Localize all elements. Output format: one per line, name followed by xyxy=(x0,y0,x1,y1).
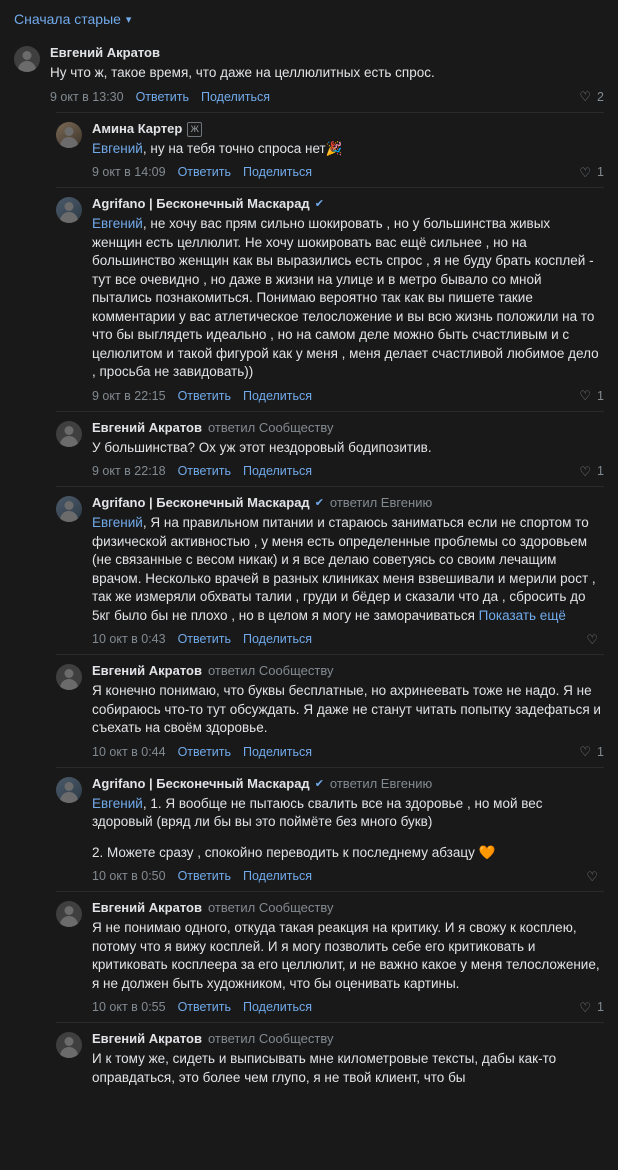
heart-icon[interactable]: ♡ xyxy=(579,89,592,104)
user-mention[interactable]: Евгений xyxy=(92,216,143,231)
comment-item xyxy=(0,411,618,487)
comment-header xyxy=(50,44,604,62)
comment-text: У большинства? Ох уж этот нездоровый бодипозитив. xyxy=(92,439,432,455)
heart-icon[interactable]: ♡ xyxy=(579,164,592,180)
comment-text xyxy=(92,140,604,159)
comment-item xyxy=(0,486,618,654)
comment-time: 9 окт в 14:09 xyxy=(92,165,166,179)
comment-list xyxy=(0,36,618,1099)
comment-meta xyxy=(92,463,604,480)
reply-button[interactable]: Ответить xyxy=(177,869,232,883)
comment-item xyxy=(0,654,618,767)
comment-text: Я конечно понимаю, что буквы бесплатные, но ахринеевать тоже не надо. Я не собираюсь что-то тут обсуждать. Я даже не станут читать попытку задефаться и съехать на своём здоровье. xyxy=(92,683,605,735)
comment-time: 9 окт в 22:15 xyxy=(92,388,166,403)
comment-author[interactable]: Agrifano | Бесконечный Маскарад xyxy=(92,775,310,791)
reply-button[interactable]: Ответить xyxy=(177,388,232,403)
comment-item xyxy=(0,891,618,1022)
reply-target: ответил Сообществу xyxy=(207,900,334,915)
user-mention[interactable]: Евгений xyxy=(92,795,143,811)
comment-meta xyxy=(92,631,604,648)
avatar[interactable] xyxy=(56,197,82,223)
share-button[interactable]: Поделиться xyxy=(201,89,271,104)
comment-item xyxy=(0,187,618,411)
comment-meta xyxy=(92,388,604,405)
divider xyxy=(56,654,604,655)
like-count: 1 xyxy=(597,464,604,478)
user-mention[interactable]: Евгений xyxy=(92,140,143,156)
comment-author[interactable]: Agrifano | Бесконечный Маскарад xyxy=(92,196,310,211)
comment-header xyxy=(92,494,604,512)
avatar[interactable] xyxy=(56,664,82,690)
comment-text: Ну что ж, такое время, что даже на целлюлитных есть спрос. xyxy=(50,65,435,80)
comment-body: , ну на тебя точно спроса нет🎉 xyxy=(142,140,343,156)
comment-text xyxy=(92,795,604,832)
like-count: 1 xyxy=(597,388,604,403)
comment-header xyxy=(92,775,604,793)
share-button[interactable]: Поделиться xyxy=(243,165,313,179)
divider xyxy=(56,1022,604,1023)
divider xyxy=(56,411,604,412)
like-count: 1 xyxy=(597,744,604,759)
comment-item xyxy=(0,1022,618,1093)
heart-icon[interactable]: ♡ xyxy=(579,999,592,1015)
avatar[interactable] xyxy=(56,777,82,803)
comment-time: 10 окт в 0:44 xyxy=(92,744,166,759)
like-control[interactable] xyxy=(586,633,604,647)
verified-icon: ✔ xyxy=(314,777,324,790)
reply-target: ответил Сообществу xyxy=(207,419,334,435)
divider xyxy=(56,112,604,113)
comment-author[interactable]: Евгений Акратов xyxy=(50,45,160,60)
divider xyxy=(56,767,604,768)
comment-time: 10 окт в 0:43 xyxy=(92,632,166,646)
share-button[interactable]: Поделиться xyxy=(243,869,313,883)
share-button[interactable]: Поделиться xyxy=(243,1000,313,1014)
heart-icon[interactable]: ♡ xyxy=(586,868,598,884)
like-control[interactable] xyxy=(579,89,604,106)
comment-item xyxy=(0,767,618,892)
avatar[interactable] xyxy=(56,122,82,148)
comment-header xyxy=(92,899,604,917)
comment-author[interactable]: Евгений Акратов xyxy=(92,419,202,435)
share-button[interactable]: Поделиться xyxy=(243,744,313,759)
heart-icon[interactable]: ♡ xyxy=(579,388,592,403)
comment-meta xyxy=(92,744,604,761)
comment-text: Я не понимаю одного, откуда такая реакция на критику. И я свожу к косплею, потому что я вижу косплей. И я могу позволить себе его критиковать и критиковать косплеера за его целлюлит, и не важно какое у меня телосложение, я не должен быть художником, что бы оценивать картины. xyxy=(92,920,604,991)
verified-icon: ✔ xyxy=(314,198,324,210)
avatar[interactable] xyxy=(56,496,82,522)
comment-author[interactable]: Евгений Акратов xyxy=(92,900,202,915)
reply-button[interactable]: Ответить xyxy=(177,165,232,179)
reply-target: ответил Евгению xyxy=(329,775,433,791)
reply-target: ответил Евгению xyxy=(329,495,433,510)
comment-header xyxy=(92,662,604,680)
reply-button[interactable]: Ответить xyxy=(177,744,232,759)
sort-selector[interactable] xyxy=(0,0,618,36)
comment-text xyxy=(92,215,604,382)
like-control[interactable] xyxy=(586,870,604,884)
chevron-down-icon[interactable]: ▾ xyxy=(125,14,132,26)
comment-header xyxy=(92,1030,604,1048)
avatar[interactable] xyxy=(56,901,82,927)
avatar[interactable] xyxy=(14,46,40,72)
like-control[interactable] xyxy=(579,164,604,181)
share-button[interactable]: Поделиться xyxy=(243,388,313,403)
divider xyxy=(56,891,604,892)
comment-body: , не хочу вас прям сильно шокировать , но у большинства живых женщин есть целлюлит. Не хочу шокировать вас ещё сильнее , но на большинство женщин как вы выразились есть спрос , я не буду брать косплей - тут все очевидно , но даже в жизни на улице и в метро бывало со мной пытались познакомиться. Понимаю вероятно так как вы пишете такие комментарии у вас атлетическое телосложение и вы всю жизнь положили на то что бы выглядеть идеально , но на самом деле можно быть счастливым и с целюлитом и такой фигурой как у меня , меня делает счастливой любимое дело , просьба не завидовать)) xyxy=(92,216,603,379)
comment-time: 9 окт в 13:30 xyxy=(50,89,124,104)
comment-time: 10 окт в 0:50 xyxy=(92,869,166,883)
comment-author[interactable]: Амина Картер xyxy=(92,120,183,136)
comment-meta xyxy=(92,868,604,885)
reply-target: ответил Сообществу xyxy=(207,1031,334,1046)
reply-button[interactable]: Ответить xyxy=(177,632,232,646)
reply-target: ответил Сообществу xyxy=(207,663,334,678)
avatar[interactable] xyxy=(56,421,82,447)
sort-label[interactable]: Сначала старые xyxy=(14,11,121,27)
like-control[interactable] xyxy=(579,744,604,761)
like-count: 1 xyxy=(597,165,604,179)
comment-time: 10 окт в 0:55 xyxy=(92,1000,166,1014)
show-more-button[interactable]: Показать ещё xyxy=(478,607,566,623)
comment-author[interactable]: Agrifano | Бесконечный Маскарад xyxy=(92,495,310,510)
heart-icon[interactable]: ♡ xyxy=(579,463,592,479)
comment-meta xyxy=(92,999,604,1016)
like-control[interactable] xyxy=(579,388,604,405)
verified-icon: ✔ xyxy=(314,497,324,509)
divider xyxy=(56,187,604,188)
comment-text-paragraph-2: 2. Можете сразу , спокойно переводить к последнему абзацу 🧡 xyxy=(92,844,496,860)
comment-item xyxy=(0,112,618,188)
comment-body: , Я на правильном питании и стараюсь заниматься если не спортом то физической активностью , у меня есть определенные проблемы со здоровьем (не связанные с весом никак) и я все делаю советуясь со своим лечащим врачом. Несколько врачей в разных клиниках меня взвешивали и мерили рост , так же измеряли обхваты талии , груди и бёдер и сказали что да , сбросить до 5кг было бы не плохо , но в целом я могу не заморачиваться xyxy=(92,515,600,623)
comment-meta xyxy=(92,164,604,181)
comment-text xyxy=(92,514,604,625)
like-control[interactable] xyxy=(579,999,604,1016)
reply-button[interactable]: Ответить xyxy=(135,89,190,104)
comment-body: , 1. Я вообще не пытаюсь свалить все на здоровье , но мой вес здоровый (вряд ли бы вы это поймёте без много букв) xyxy=(92,795,547,829)
comment-meta xyxy=(50,89,604,106)
comment-item xyxy=(0,36,618,112)
heart-icon[interactable]: ♡ xyxy=(579,744,592,759)
comment-time: 9 окт в 22:18 xyxy=(92,464,166,478)
comment-text: И к тому же, сидеть и выписывать мне километровые тексты, дабы как-то оправдаться, это более чем глупо, я не твой клиент, что бы xyxy=(92,1051,560,1085)
like-count: 1 xyxy=(597,1000,604,1014)
comment-header xyxy=(92,120,604,138)
user-mention[interactable]: Евгений xyxy=(92,515,143,530)
share-button[interactable]: Поделиться xyxy=(243,632,313,646)
avatar[interactable] xyxy=(56,1032,82,1058)
reply-button[interactable]: Ответить xyxy=(177,1000,232,1014)
like-count: 2 xyxy=(597,89,604,104)
gender-badge: Ж xyxy=(187,122,202,137)
comment-header xyxy=(92,419,604,437)
comment-header xyxy=(92,195,604,213)
heart-icon[interactable]: ♡ xyxy=(586,631,598,647)
like-control[interactable] xyxy=(579,463,604,480)
share-button[interactable]: Поделиться xyxy=(243,464,313,478)
comment-author[interactable]: Евгений Акратов xyxy=(92,663,202,678)
divider xyxy=(56,486,604,487)
comment-author[interactable]: Евгений Акратов xyxy=(92,1031,202,1046)
reply-button[interactable]: Ответить xyxy=(177,464,232,478)
